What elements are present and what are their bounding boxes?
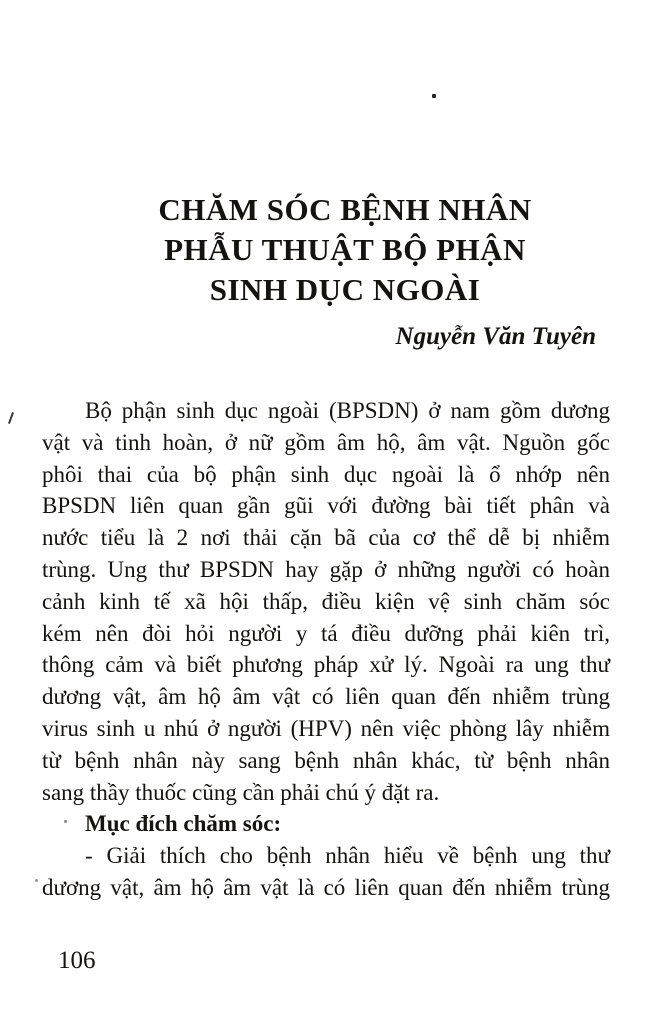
body-line: nước tiểu là 2 nơi thải cặn bã của cơ thể dễ bị nhiễm <box>42 525 610 551</box>
scan-speck-icon <box>432 94 436 98</box>
scan-artifact-slash-icon <box>8 412 14 424</box>
body-line: vật và tinh hoàn, ở nữ gồm âm hộ, âm vật. Nguồn gốc <box>42 429 610 455</box>
body-line: thông cảm và biết phương pháp xử lý. Ngoài ra ung thư <box>42 652 610 678</box>
scan-speck-icon <box>35 879 38 882</box>
section-heading: Mục đích chăm sóc: <box>85 811 282 837</box>
body-line: Bộ phận sinh dục ngoài (BPSDN) ở nam gồm dương <box>85 398 610 423</box>
body-line: dương vật, âm hộ âm vật có liên quan đến nhiễm trùng <box>42 684 610 710</box>
body-line: phôi thai của bộ phận sinh dục ngoài là ổ nhớp nên <box>42 461 610 487</box>
body-line: - Giải thích cho bệnh nhân hiểu về bệnh ung thư <box>85 843 610 869</box>
body-text <box>42 395 610 904</box>
body-line: BPSDN liên quan gần gũi với đường bài tiết phân và <box>42 493 610 519</box>
page-title <box>90 190 600 310</box>
body-line: từ bệnh nhân này sang bệnh nhân khác, từ bệnh nhân <box>42 747 610 773</box>
author-name: Nguyễn Văn Tuyên <box>395 323 596 350</box>
body-line: sang thầy thuốc cũng cần phải chú ý đặt ra. <box>42 779 440 805</box>
page-number: 106 <box>58 947 96 974</box>
body-line: cảnh kinh tế xã hội thấp, điều kiện vệ sinh chăm sóc <box>42 588 610 614</box>
title-line: CHĂM SÓC BỆNH NHÂN <box>158 192 532 227</box>
title-line: SINH DỤC NGOÀI <box>209 272 481 307</box>
body-line: trùng. Ung thư BPSDN hay gặp ở những người có hoàn <box>42 556 610 582</box>
body-line: dương vật, âm hộ âm vật là có liên quan đến nhiễm trùng <box>42 874 610 900</box>
body-line: kém nên đòi hỏi người y tá điều dưỡng phải kiên trì, <box>42 620 610 646</box>
title-line: PHẪU THUẬT BỘ PHẬN <box>164 232 526 267</box>
body-line: virus sinh u nhú ở người (HPV) nên việc phòng lây nhiễm <box>42 715 610 741</box>
